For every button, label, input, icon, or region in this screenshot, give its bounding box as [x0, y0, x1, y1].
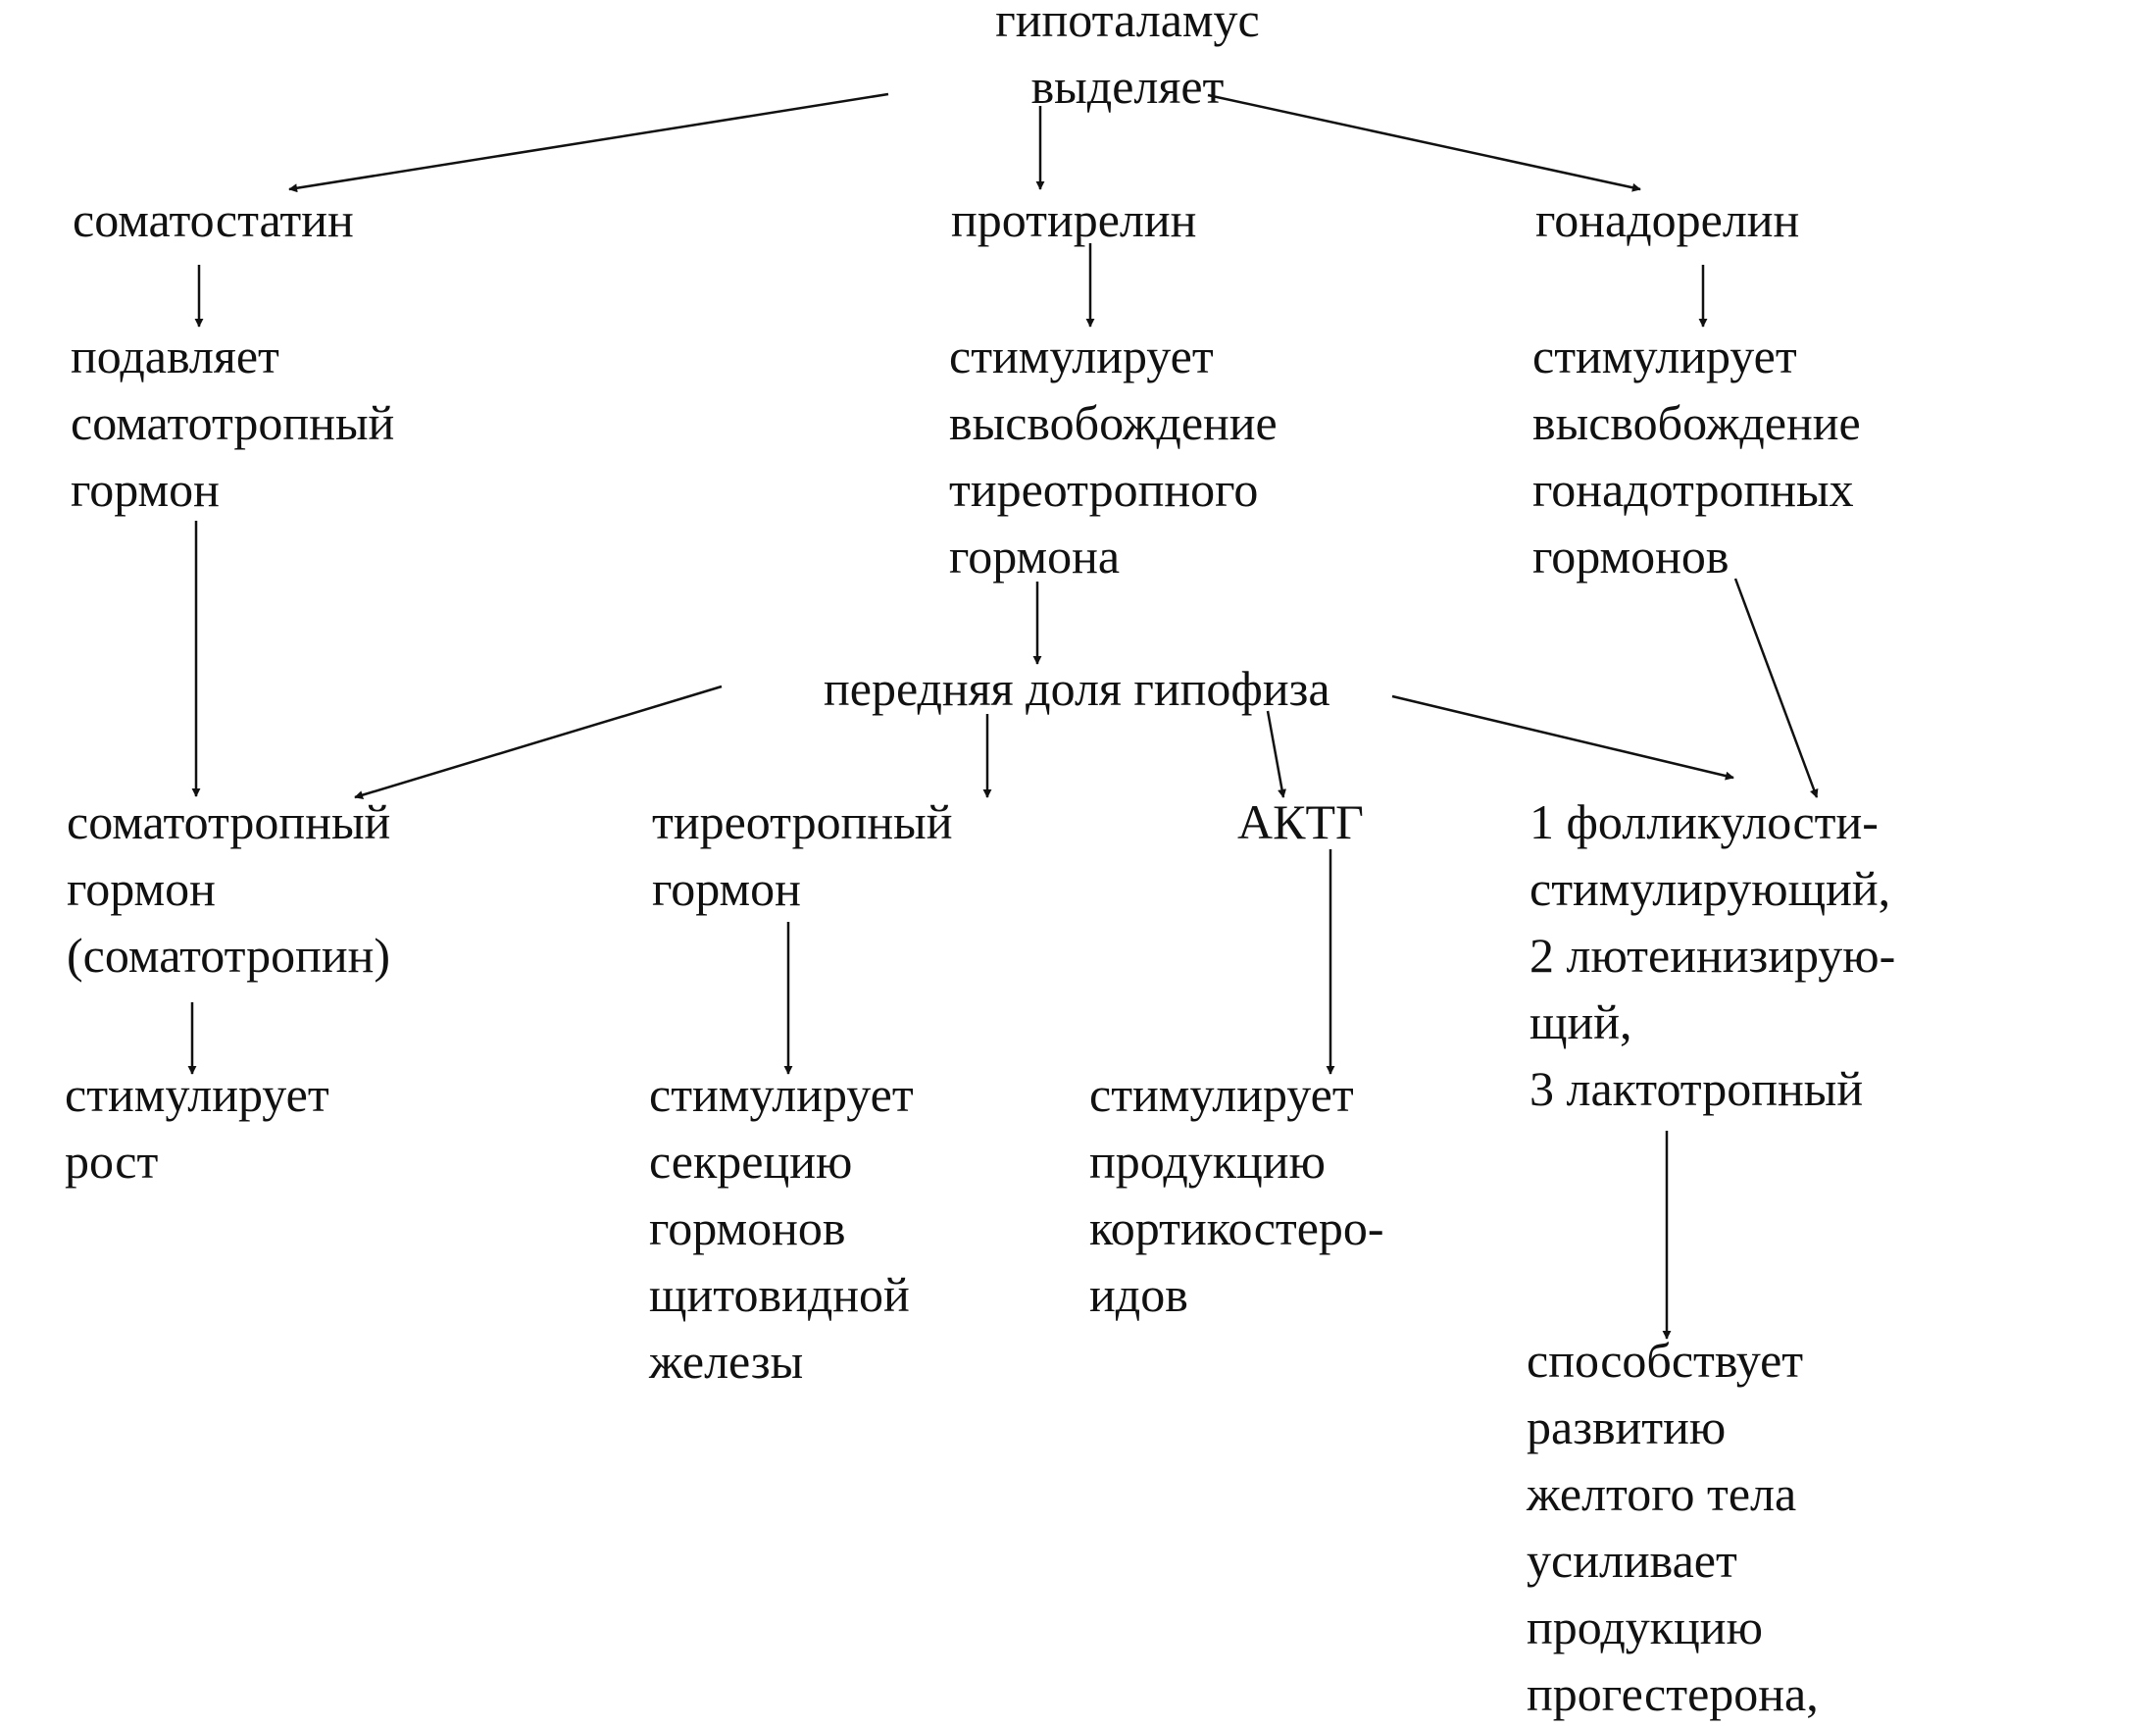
arrow-gonadorelin-effect-to-gonadotropic [1735, 579, 1817, 797]
hypothalamus-label: гипоталамус [995, 0, 1260, 47]
thyrotropic-hormone-node [652, 788, 952, 922]
protirelin-effect-line: стимулирует [949, 329, 1214, 383]
arrow-pituitary-to-gonadotropic [1392, 696, 1733, 778]
thyrotropic-name-line: гормон [652, 861, 801, 916]
secretes-label: выделяет [1030, 59, 1225, 114]
gonadotropic-name-line: стимулирующий, [1529, 861, 1891, 916]
arrow-hypothalamus-to-somatostatin [289, 94, 888, 189]
actg-effect-line: продукцию [1089, 1134, 1326, 1189]
somatotropic-name-line: (соматотропин) [67, 928, 391, 983]
somatotropic-effect-line: рост [65, 1134, 159, 1189]
actg-effect-line: кортикостеро- [1089, 1200, 1384, 1255]
thyrotropic-effect-line: гормонов [649, 1200, 846, 1255]
somatostatin-label: соматостатин [73, 192, 354, 247]
actg-effect [1089, 1061, 1384, 1328]
somatostatin-effect-line: гормон [71, 462, 220, 517]
gonadorelin-effect-line: высвобождение [1532, 395, 1861, 450]
gonadotropic-name-line: 3 лактотропный [1529, 1061, 1864, 1116]
hypothalamus-node [941, 0, 1314, 120]
thyrotropic-effect-line: железы [649, 1334, 804, 1389]
somatostatin-effect-line: подавляет [71, 329, 279, 383]
gonadotropic-effect-line: продукцию [1527, 1600, 1763, 1654]
gonadorelin-label: гонадорелин [1535, 192, 1800, 247]
protirelin-effect-line: гормона [949, 529, 1121, 584]
gonadotropic-name-line: щий, [1529, 994, 1632, 1049]
somatotropic-effect-line: стимулирует [65, 1067, 329, 1122]
actg-effect-line: идов [1089, 1267, 1188, 1322]
arrow-pituitary-to-somatotropic [355, 686, 722, 797]
somatotropic-hormone-node [67, 788, 390, 989]
thyrotropic-effect-line: секрецию [649, 1134, 853, 1189]
thyrotropic-effect-line: стимулирует [649, 1067, 914, 1122]
somatotropic-name-line: гормон [67, 861, 216, 916]
thyrotropic-effect-line: щитовидной [649, 1267, 910, 1322]
gonadorelin-effect-line: гормонов [1532, 529, 1730, 584]
protirelin-effect [949, 323, 1278, 589]
somatotropic-effect [65, 1061, 329, 1194]
anterior-pituitary-label: передняя доля гипофиза [824, 661, 1330, 716]
arrow-pituitary-to-actg [1268, 711, 1283, 797]
gonadotropic-effect-line: усиливает [1527, 1533, 1737, 1588]
thyrotropic-effect [649, 1061, 914, 1395]
thyrotropic-name-line: тиреотропный [652, 794, 953, 849]
somatostatin-effect [71, 323, 394, 523]
gonadotropic-hormones-node [1529, 788, 1895, 1122]
gonadorelin-effect [1532, 323, 1861, 589]
gonadotropic-effect-line: прогестерона, [1527, 1666, 1819, 1721]
gonadotropic-effect [1527, 1327, 1819, 1727]
protirelin-label: протирелин [951, 192, 1197, 247]
actg-effect-line: стимулирует [1089, 1067, 1354, 1122]
gonadorelin-effect-line: стимулирует [1532, 329, 1797, 383]
gonadotropic-effect-line: желтого тела [1527, 1466, 1797, 1521]
gonadotropic-name-line: 1 фолликулости- [1529, 794, 1879, 849]
gonadorelin-effect-line: гонадотропных [1532, 462, 1854, 517]
protirelin-effect-line: тиреотропного [949, 462, 1259, 517]
gonadotropic-name-line: 2 лютеинизирую- [1529, 928, 1896, 983]
protirelin-effect-line: высвобождение [949, 395, 1278, 450]
somatotropic-name-line: соматотропный [67, 794, 391, 849]
somatostatin-effect-line: соматотропный [71, 395, 395, 450]
gonadotropic-effect-line: развитию [1527, 1399, 1727, 1454]
actg-node: АКТГ [1237, 794, 1364, 849]
gonadotropic-effect-line: способствует [1527, 1333, 1804, 1388]
